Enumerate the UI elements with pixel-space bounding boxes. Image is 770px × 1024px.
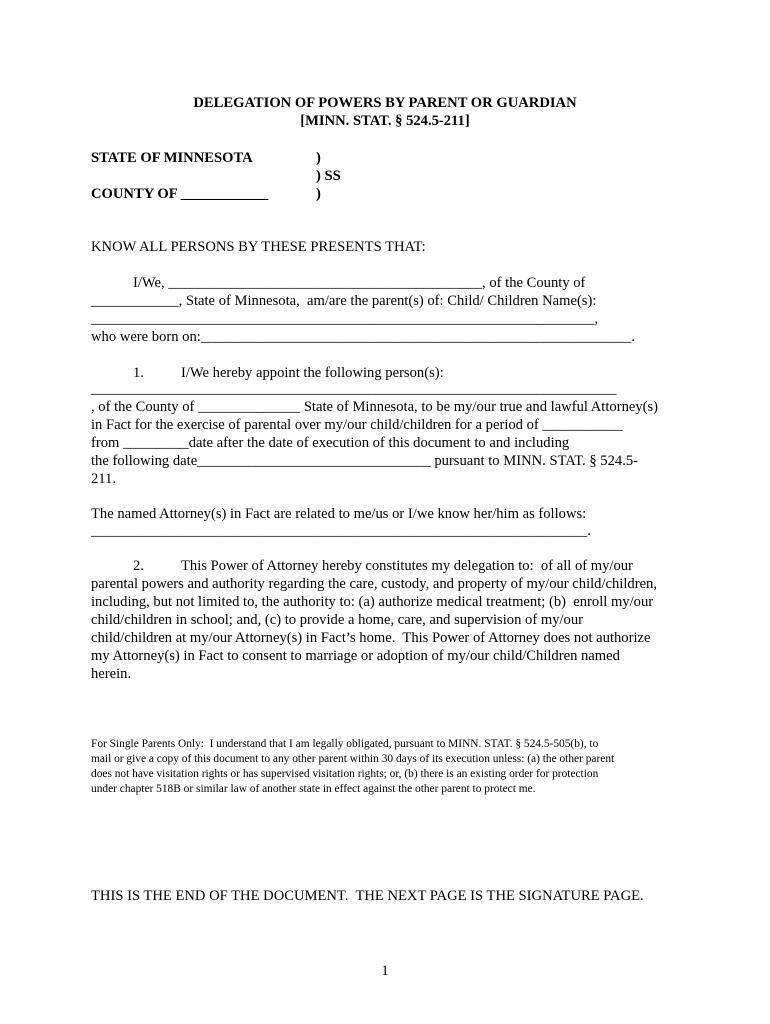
document-title: DELEGATION OF POWERS BY PARENT OR GUARDIAN <box>193 95 577 111</box>
section-2-number: 2. <box>133 558 144 574</box>
single-parents-line: under chapter 518B or similar law of another state in effect against the other parent to protect me. <box>91 783 536 795</box>
intro-statement: KNOW ALL PERSONS BY THESE PRESENTS THAT: <box>91 239 426 255</box>
single-parents-line: For Single Parents Only: I understand that I am legally obligated, pursuant to MINN. STAT. § 524.5-505(b), to <box>91 738 599 750</box>
section-2-line: This Power of Attorney hereby constitutes my delegation to: of all of my/our <box>181 558 633 574</box>
page-number: 1 <box>381 963 389 979</box>
section-1-heading: I/We hereby appoint the following person(s): <box>181 365 444 381</box>
relation-line-1: The named Attorney(s) in Fact are related to me/us or I/we know her/him as follows: <box>91 506 587 522</box>
section-2-line: my Attorney(s) in Fact to consent to marriage or adoption of my/our child/Children named <box>91 648 620 664</box>
relation-blank-line: ____________________________________________________________________. <box>91 523 591 539</box>
end-of-document-notice: THIS IS THE END OF THE DOCUMENT. THE NEXT PAGE IS THE SIGNATURE PAGE. <box>91 888 644 904</box>
birth-date-line: who were born on:___________________________________________________________. <box>91 329 635 345</box>
venue-paren-3: ) <box>316 186 321 202</box>
section-2-line: herein. <box>91 666 132 682</box>
children-names-line: _____________________________________________________________________, <box>91 311 599 327</box>
single-parents-line: does not have visitation rights or has supervised visitation rights; or, (b) there is an existing order for protection <box>91 768 599 780</box>
section-2-line: including, but not limited to, the authority to: (a) authorize medical treatment; (b) enroll my/our <box>91 594 654 610</box>
section-2-line: child/children at my/our Attorney(s) in Fact’s home. This Power of Attorney does not authorize <box>91 630 651 646</box>
section-1-line-d: the following date________________________________ pursuant to MINN. STAT. § 524.5- <box>91 453 639 469</box>
parents-line-2: ____________, State of Minnesota, am/are the parent(s) of: Child/ Children Name(s): <box>91 293 597 309</box>
section-1-number: 1. <box>133 365 144 381</box>
appointee-blank-line: ________________________________________________________________________ <box>91 381 617 397</box>
section-1-line-a: , of the County of ______________ State of Minnesota, to be my/our true and lawful Attorney(s) <box>91 399 659 415</box>
section-1-line-b: in Fact for the exercise of parental over my/our child/children for a period of ___________ <box>91 417 623 433</box>
venue-county: COUNTY OF ____________ <box>91 186 269 202</box>
venue-state: STATE OF MINNESOTA <box>91 150 253 166</box>
venue-ss: ) SS <box>316 168 341 184</box>
single-parents-line: mail or give a copy of this document to any other parent within 30 days of its execution unless: (a) the other parent <box>91 753 615 765</box>
section-2-line: child/children in school; and, (c) to provide a home, care, and supervision of my/our <box>91 612 583 628</box>
venue-paren-1: ) <box>316 150 321 166</box>
section-2-line: parental powers and authority regarding the care, custody, and property of my/our child/children, <box>91 576 657 592</box>
section-1-line-c: from _________date after the date of execution of this document to and including <box>91 435 570 451</box>
statute-reference: [MINN. STAT. § 524.5-211] <box>300 113 470 129</box>
section-1-line-e: 211. <box>91 471 116 487</box>
parents-line-1: I/We, ___________________________________________, of the County of <box>133 275 586 291</box>
